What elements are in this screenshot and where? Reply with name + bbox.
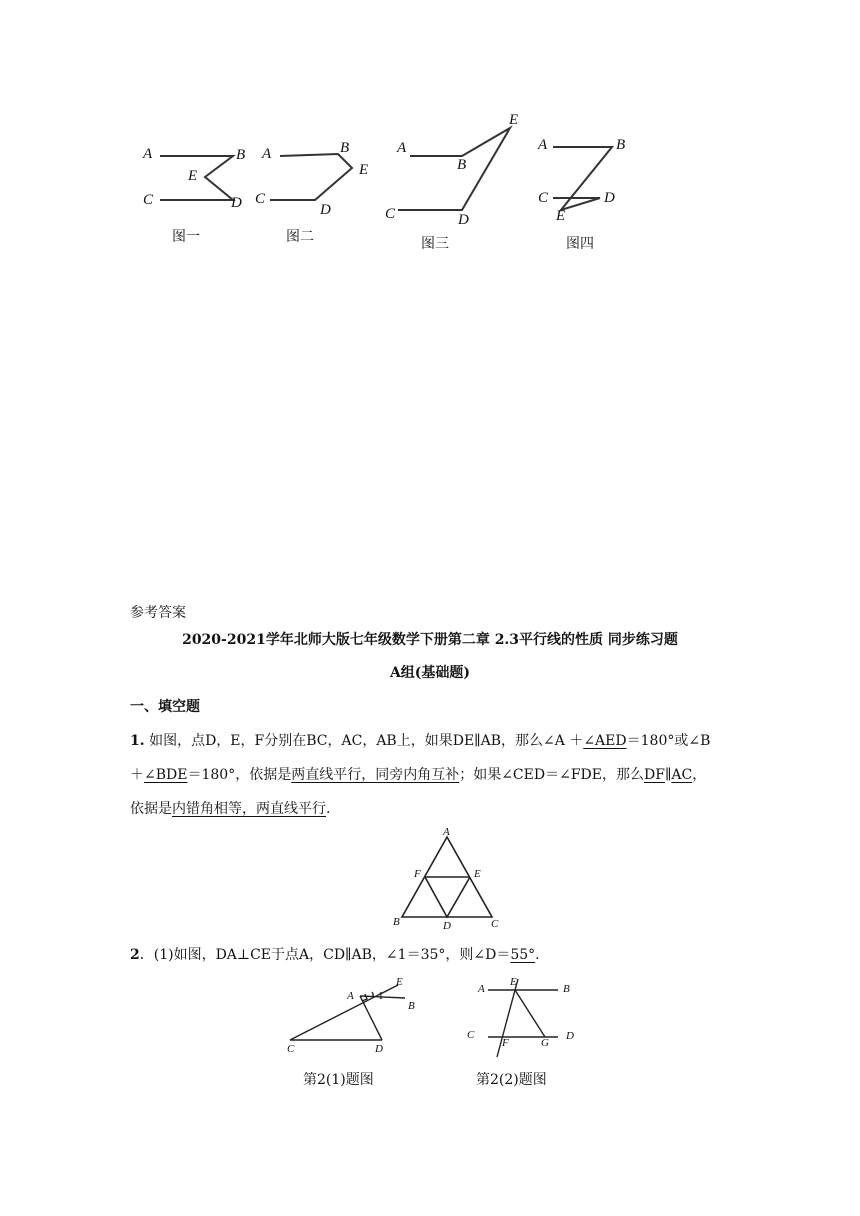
question-2-fig1-point-e: E (396, 976, 403, 988)
question-1-text: ；如果∠CED＝∠FDE，那么 (459, 767, 644, 783)
question-1-answer-3: 两直线平行，同旁内角互补 (291, 767, 460, 783)
fig1-caption: 图一 (172, 229, 200, 245)
fig1-point-e: E (188, 168, 198, 184)
question-2-number: 2 (130, 947, 140, 963)
question-1-point-b: B (393, 916, 400, 928)
question-1-number: 1. (130, 733, 145, 749)
question-1 (130, 724, 740, 826)
section-title: 一、填空题 (130, 699, 200, 715)
question-1-text: 如图，点D，E，F分别在BC，AC，AB上，如果DE∥AB，那么∠A ＋ (149, 733, 584, 749)
fig3-point-a: A (397, 140, 407, 156)
question-1-answer-2: ∠BDE (144, 767, 188, 783)
question-2-figure-1 (280, 975, 430, 1050)
group-title: A组(基础题) (389, 665, 471, 681)
question-2-fig1-caption: 第2(1)题图 (303, 1072, 374, 1088)
fig3-point-b: B (457, 157, 467, 173)
fig4-point-b: B (616, 137, 626, 153)
question-1-line-2 (130, 758, 740, 792)
question-2-fig2-point-g: G (541, 1037, 549, 1049)
fig4-point-c: C (538, 190, 549, 206)
fig3-point-c: C (385, 206, 396, 222)
question-2 (130, 938, 540, 972)
question-1-answer-6: 内错角相等，两直线平行 (172, 801, 326, 817)
question-2-text: . (535, 947, 540, 963)
fig2-point-a: A (262, 146, 272, 162)
fig1-point-b: B (236, 147, 246, 163)
question-2-fig2-caption: 第2(2)题图 (476, 1072, 547, 1088)
question-2-fig2-point-d: D (566, 1030, 574, 1042)
fig1-point-c: C (143, 192, 154, 208)
fig2-point-b: B (340, 140, 350, 156)
question-2-fig1-point-c: C (287, 1043, 295, 1055)
question-2-fig2-point-c: C (467, 1029, 475, 1041)
answers-heading: 参考答案 (130, 605, 186, 621)
fig4-point-e: E (556, 208, 566, 224)
question-2-fig1-angle-1: 1 (378, 990, 384, 1002)
question-2-fig2-point-a: A (478, 983, 485, 995)
question-2-text: ．(1)如图，DA⊥CE于点A，CD∥AB，∠1＝35°，则∠D＝ (139, 947, 511, 963)
fig4-point-d: D (604, 190, 615, 206)
fig3-point-d: D (458, 212, 469, 228)
fig2-point-d: D (320, 202, 331, 218)
question-1-point-e: E (474, 868, 481, 880)
question-1-text: ∥ (664, 767, 672, 783)
question-2-answer: 55° (510, 947, 536, 963)
question-1-point-a: A (443, 826, 450, 838)
question-2-fig2-point-e: E (510, 976, 517, 988)
question-1-text: ＝180°或∠B (626, 733, 711, 749)
fig3-point-e: E (509, 112, 519, 128)
question-1-answer-5: AC (671, 767, 693, 783)
question-1-answer-1: ∠AED (583, 733, 627, 749)
fig2-caption: 图二 (286, 229, 314, 245)
question-2-fig1-point-b: B (408, 1000, 415, 1012)
question-1-text: ＋ (130, 767, 144, 783)
question-2-fig1-point-d: D (375, 1043, 383, 1055)
fig1-point-a: A (143, 146, 153, 162)
question-1-answer-4: DF (643, 767, 665, 783)
fig2-point-e: E (359, 162, 369, 178)
fig2-point-c: C (255, 191, 266, 207)
question-1-line-1 (130, 724, 740, 758)
question-1-text: 依据是 (130, 801, 172, 817)
fig4-point-a: A (538, 137, 548, 153)
fig3-caption: 图三 (421, 236, 449, 252)
doc-title: 2020-2021学年北师大版七年级数学下册第二章 2.3平行线的性质 同步练习题 (182, 632, 678, 648)
question-1-point-d: D (443, 920, 451, 932)
question-2-fig1-point-a: A (347, 990, 354, 1002)
question-1-text: ， (692, 767, 707, 783)
question-1-point-c: C (491, 918, 499, 930)
fig1-point-d: D (231, 195, 242, 211)
fig4-caption: 图四 (566, 236, 594, 252)
question-1-text: ＝180°，依据是 (187, 767, 292, 783)
question-2-fig2-point-f: F (502, 1037, 509, 1049)
question-1-text: . (326, 801, 331, 817)
question-1-line-3 (130, 792, 740, 826)
question-1-point-f: F (414, 868, 421, 880)
question-2-fig2-point-b: B (563, 983, 570, 995)
